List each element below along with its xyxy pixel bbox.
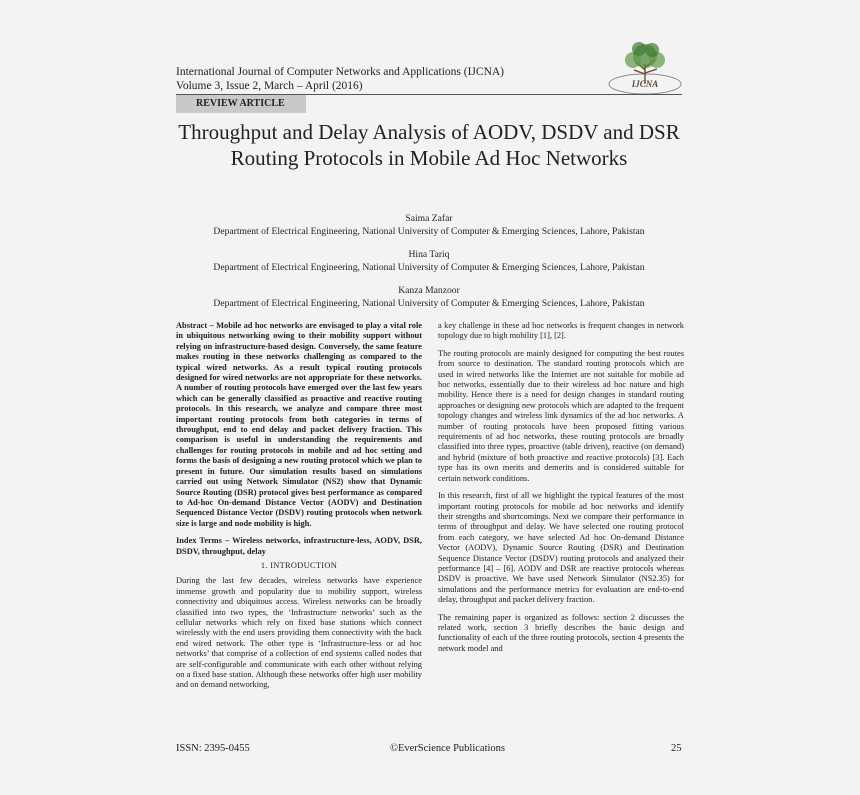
journal-logo-icon: [606, 40, 684, 96]
journal-volume: Volume 3, Issue 2, March – April (2016): [176, 80, 363, 92]
author-name: Saima Zafar: [405, 213, 453, 224]
author-name: Hina Tariq: [408, 249, 450, 260]
paragraph: In this research, first of all we highlight the typical features of the most important routing protocols for mobile ad hoc networks and identify their strengths and shortcomings. Next we compare their performance in terms of throughput and delay. We have selected one routing protocol from each category, we have selected Ad hoc On-demand Distance Vector (AODV), Dynamic Source Routing (DSR) and Destination Sequence Distance Vector (DSDV) routing protocols and analyzed their performance [4] – [6]. AODV and DSR are reactive protocols whereas DSDV is proactive. We have used Network Simulator (NS2.35) for simulations and the performance metrics for evaluation are end-to-end delay, throughput and packet delivery fraction.: [438, 491, 684, 605]
left-column: [176, 321, 422, 698]
paper-title: Throughput and Delay Analysis of AODV, DSDV and DSR Routing Protocols in Mobile Ad Hoc Networks: [178, 120, 680, 170]
footer-issn: ISSN: 2395-0455: [176, 743, 250, 754]
paragraph: The routing protocols are mainly designed for computing the best routes from source to destination. The standard routing protocols which are used in wired networks like the Internet are not suitable for mobile ad hoc networks, essentially due to their wireless ad hoc nature and high mobility. Hence there is a need for design changes in standard routing approaches or designing new protocols which are adapted to the frequent topology changes and wireless link dynamics of the ad hoc networks. A number of routing protocols have been proposed fitting various requirements of ad hoc networks, these routing protocols are broadly classified into three types, proactive (table driven), reactive (on demand) and hybrid (mixture of both proactive and reactive protocols) [3]. Each type has its own merits and demerits and is considered suitable for certain network conditions.: [438, 348, 684, 483]
journal-header: [176, 65, 504, 93]
paragraph: a key challenge in these ad hoc networks is frequent changes in network topology due to high mobility [1], [2].: [438, 321, 684, 341]
footer-publisher: ©EverScience Publications: [390, 743, 505, 754]
author-affiliation: Department of Electrical Engineering, National University of Computer & Emerging Sciences, Lahore, Pakistan: [213, 226, 645, 237]
paragraph: The remaining paper is organized as follows: section 2 discusses the related work, section 3 briefly describes the basic design and functionality of each of the three routing protocols, section 4 presents the network model and: [438, 612, 684, 653]
logo-text: IJCNA: [631, 79, 659, 89]
index-terms: Index Terms – Wireless networks, infrastructure-less, AODV, DSR, DSDV, throughput, delay: [176, 536, 422, 556]
author-affiliation: Department of Electrical Engineering, National University of Computer & Emerging Sciences, Lahore, Pakistan: [213, 298, 645, 309]
author-2: [176, 248, 682, 274]
author-3: [176, 284, 682, 310]
section-heading: 1. INTRODUCTION: [260, 560, 338, 570]
author-affiliation: Department of Electrical Engineering, National University of Computer & Emerging Sciences, Lahore, Pakistan: [213, 262, 645, 273]
intro-paragraph: During the last few decades, wireless networks have experience immense growth and popularity due to mobility support, wireless connectivity and ubiquitous access. Wireless networks can be broadly classified into two types, the ‘Infrastructure networks’ such as the cellular networks which rely on fixed base stations which connect wirelessly with the end users providing them connectivity with the back end wired network. The other type is ‘Infrastructure-less or ad hoc networks’ that comprise of a collection of end systems called nodes that are self-configurable and communicate with each other without relying on a fixed base station. Although these networks offer high user mobility and on demand networking,: [176, 576, 422, 690]
right-column: [438, 321, 684, 661]
author-name: Kanza Manzoor: [398, 285, 460, 296]
journal-name: International Journal of Computer Networks and Applications (IJCNA): [176, 66, 505, 78]
footer-page-number: 25: [671, 743, 682, 754]
abstract: Abstract – Mobile ad hoc networks are envisaged to play a vital role in ubiquitous networking owing to their mobility support without relying on infrastructure-based design. Conversely, the same feature makes routing in these networks challenging as compared to the typical wired networks. As a result typical routing protocols designed for wired networks are not appropriate for these networks. A number of routing protocols have emerged over the last few years which can be generally classified as proactive and reactive routing protocols. In this research, we analyze and compare three most important routing protocols from both categories in terms of throughput, end to end delay and packet delivery fraction. This comparison is useful in understanding the requirements and challenges for routing protocols in mobile and ad hoc setting and forms the basis of designing a new routing protocol which we plan to present in future. Our simulation results based on simulations carried out using Network Simulator (NS2) show that Dynamic Source Routing (DSR) protocol gives best performance as compared to Ad-hoc On-demand Distance Vector (AODV) and Destination Sequenced Distance Vector (DSDV) routing protocols when network size is large and node mobility is high.: [176, 321, 422, 528]
article-type-label: REVIEW ARTICLE: [176, 95, 306, 113]
author-1: [176, 212, 682, 238]
